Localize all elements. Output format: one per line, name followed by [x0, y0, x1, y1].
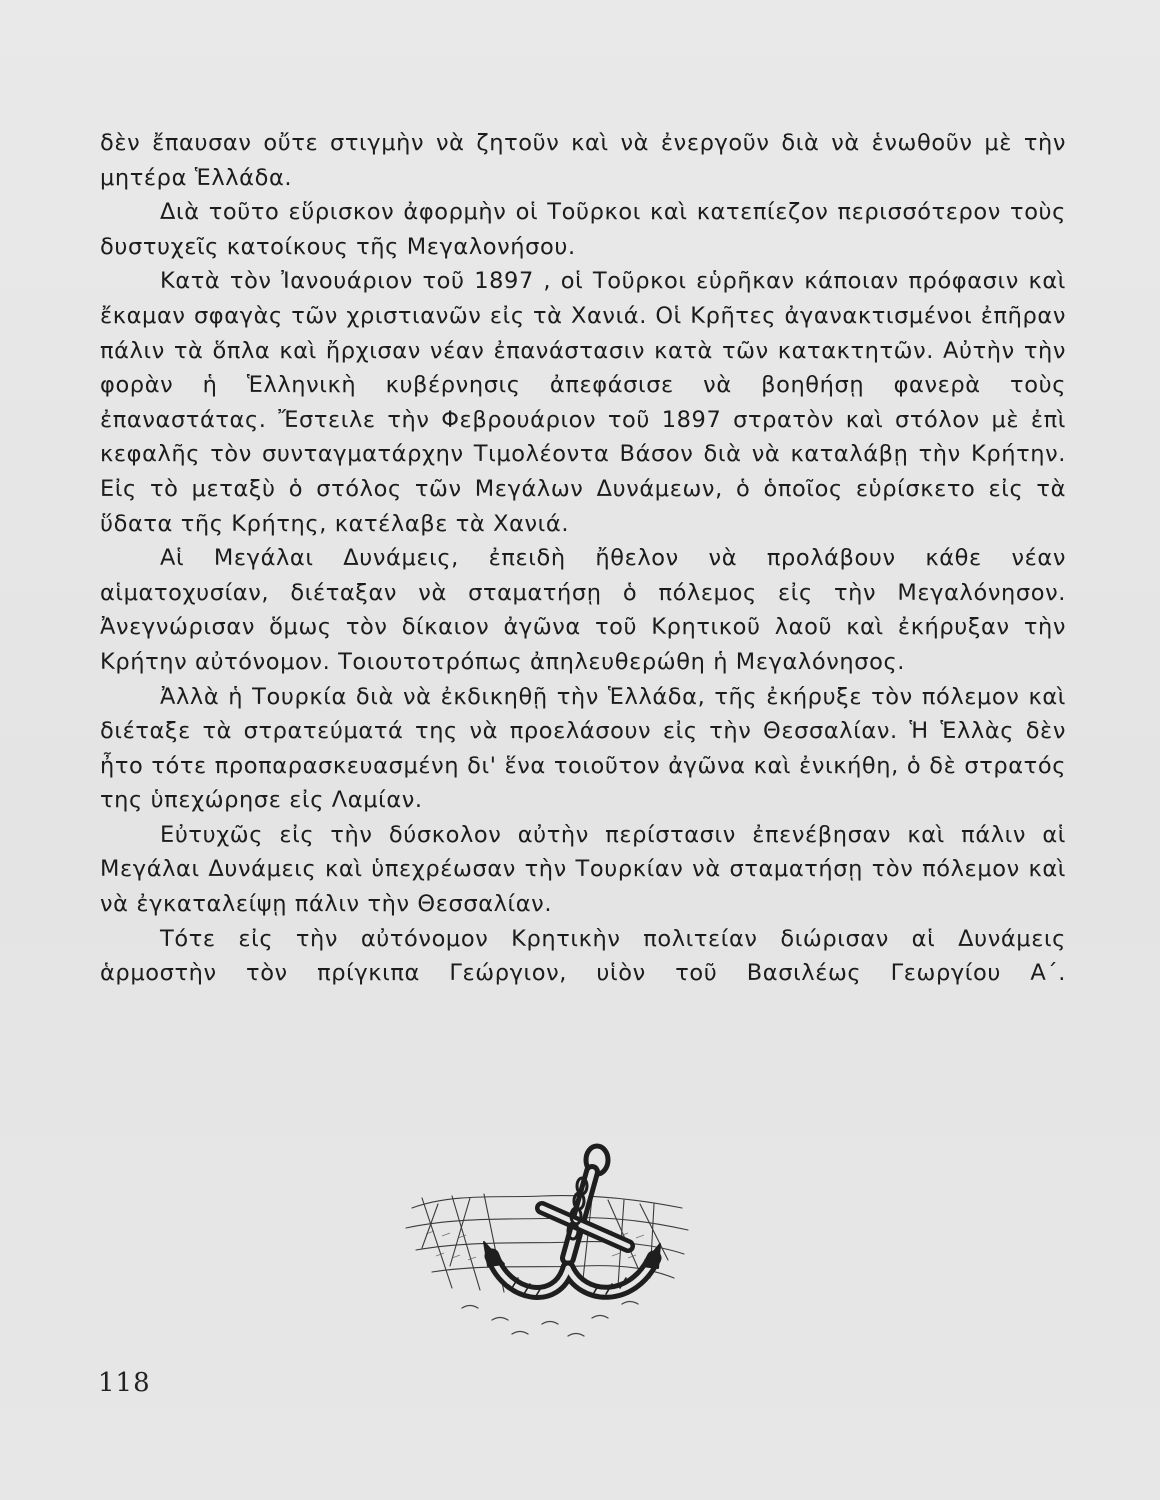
body-text — [100, 126, 1066, 991]
paragraph-great-powers-autonomy: Αἱ Μεγάλαι Δυνάμεις, ἐπειδὴ ἤθελον νὰ προλάβουν κάθε νέαν αἱματοχυσίαν, διέταξαν νὰ σταματήσῃ ὁ πόλεμος εἰς τὴν Μεγαλόνησον. Ἀνεγνώρισαν ὅμως τὸν δίκαιον ἀγῶνα τοῦ Κρητικοῦ λαοῦ καὶ ἐκήρυξαν τὴν Κρήτην αὐτόνομον. Τοιουτοτρόπως ἀπηλευθερώθη ἡ Μεγαλόνησος. — [100, 545, 1066, 675]
paragraph-powers-intervene: Εὐτυχῶς εἰς τὴν δύσκολον αὐτὴν περίστασιν ἐπενέβησαν καὶ πάλιν αἱ Μεγάλαι Δυνάμεις καὶ ὑπεχρέωσαν τὴν Τουρκίαν νὰ σταματήσῃ τὸν πόλεμον καὶ νὰ ἐγκαταλείψῃ πάλιν τὴν Θεσσαλίαν. — [100, 821, 1066, 918]
water-marks — [462, 1302, 638, 1337]
anchor-on-net-icon — [392, 1138, 692, 1348]
paragraph-turks-pretext: Διὰ τοῦτο εὕρισκον ἀφορμὴν οἱ Τοῦρκοι καὶ κατεπίεζον περισσότερον τοὺς δυστυχεῖς κατοίκους τῆς Μεγαλονήσου. — [100, 199, 1066, 260]
paragraph-1897-revolt: Κατὰ τὸν Ἰανουάριον τοῦ 1897 , οἱ Τοῦρκοι εὑρῆκαν κάποιαν πρόφασιν καὶ ἔκαμαν σφαγὰς τῶν χριστιανῶν εἰς τὰ Χανιά. Οἱ Κρῆτες ἀγανακτισμένοι ἐπῆραν πάλιν τὰ ὅπλα καὶ ἤρχισαν νέαν ἐπανάστασιν κατὰ τῶν κατακτητῶν. Αὐτὴν τὴν φορὰν ἡ Ἑλληνικὴ κυβέρνησις ἀπεφάσισε νὰ βοηθήσῃ φανερὰ τοὺς ἐπαναστάτας. Ἔστειλε τὴν Φεβρουάριον τοῦ 1897 στρατὸν καὶ στόλον μὲ ἐπὶ κεφαλῆς τὸν συνταγματάρχην Τιμολέοντα Βάσον διὰ νὰ καταλάβῃ τὴν Κρήτην. Εἰς τὸ μεταξὺ ὁ στόλος τῶν Μεγάλων Δυνάμεων, ὁ ὁποῖος εὑρίσκετο εἰς τὰ ὕδατα τῆς Κρήτης, κατέλαβε τὰ Χανιά. — [100, 268, 1066, 537]
paragraph-greco-turkish-war: Ἀλλὰ ἡ Τουρκία διὰ νὰ ἐκδικηθῇ τὴν Ἑλλάδα, τῆς ἐκήρυξε τὸν πόλεμον καὶ διέταξε τὰ στρατεύματά της νὰ προελάσουν εἰς τὴν Θεσσαλίαν. Ἡ Ἑλλὰς δὲν ἦτο τότε προπαρασκευασμένη δι' ἕνα τοιοῦτον ἀγῶνα καὶ ἐνικήθη, ὁ δὲ στρατός της ὑπεχώρησε εἰς Λαμίαν. — [100, 683, 1066, 814]
paragraph-prince-george: Τότε εἰς τὴν αὐτόνομον Κρητικὴν πολιτείαν διώρισαν αἱ Δυνάμεις ἁρμοστὴν τὸν πρίγκιπα Γεώργιον, υἱὸν τοῦ Βασιλέως Γεωργίου Α΄. — [100, 925, 1066, 987]
paragraph-continuation: δὲν ἔπαυσαν οὔτε στιγμὴν νὰ ζητοῦν καὶ νὰ ἐνεργοῦν διὰ νὰ ἑνωθοῦν μὲ τὴν μητέρα Ἑλλάδα. — [100, 130, 1066, 191]
page-number: 118 — [98, 1368, 151, 1398]
